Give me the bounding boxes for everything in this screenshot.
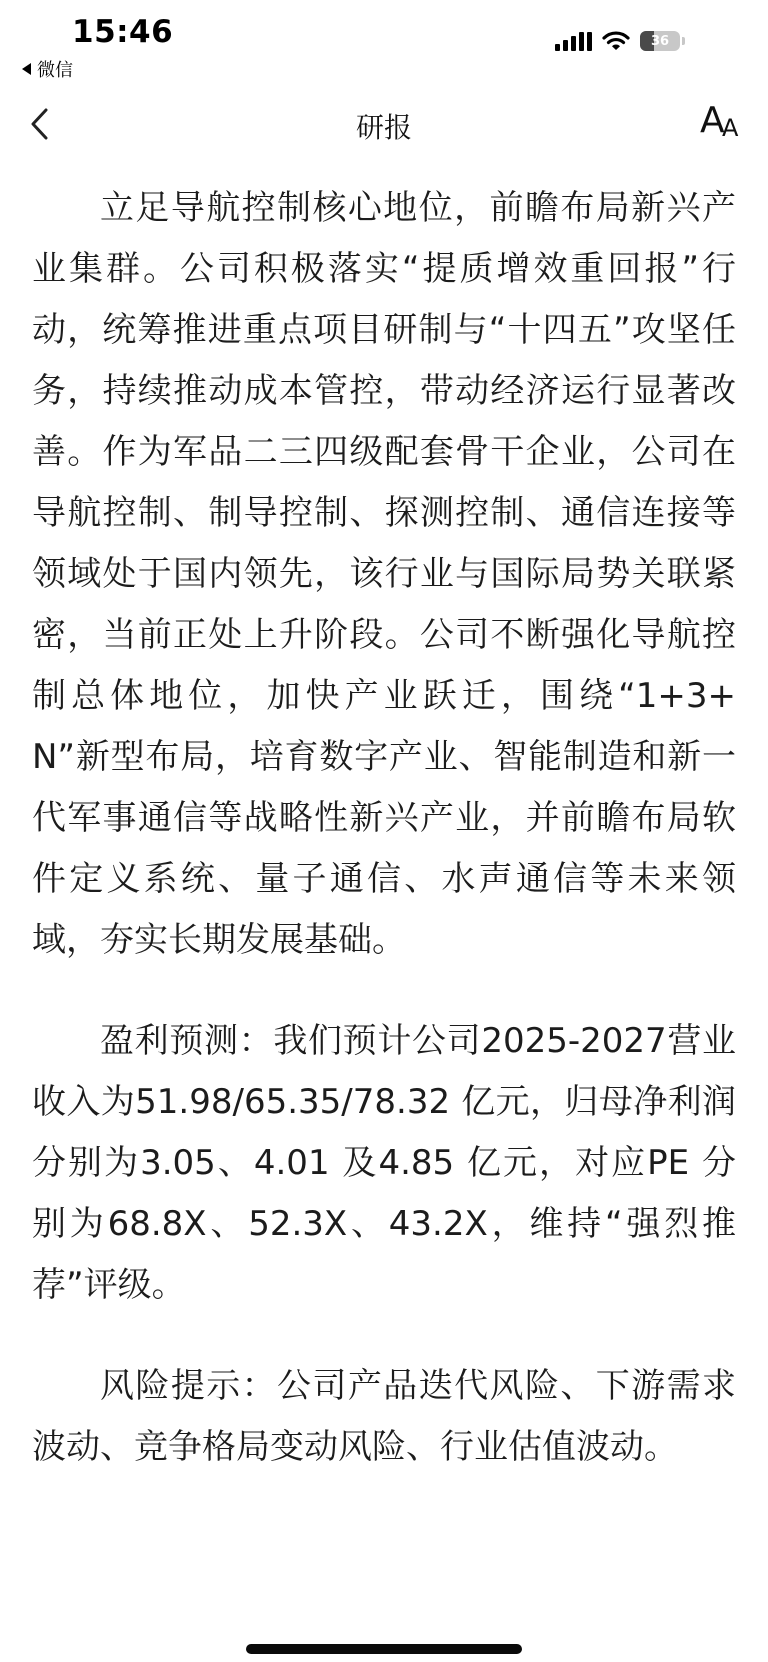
font-size-button[interactable] (700, 100, 746, 144)
navigation-bar (0, 92, 768, 156)
cellular-signal-icon (555, 31, 592, 51)
home-indicator[interactable] (246, 1644, 522, 1654)
paragraph-overview: 立足导航控制核心地位，前瞻布局新兴产业集群。公司积极落实“提质增效重回报”行动，统筹推进重点项目研制与“十四五”攻坚任务，持续推动成本管控，带动经济运行显著改善。作为军品二三四级配套骨干企业，公司在导航控制、制导控制、探测控制、通信连接等领域处于国内领先，该行业与国际局势关联紧密，当前正处上升阶段。公司不断强化导航控制总体地位，加快产业跃迁，围绕“1+3+N”新型布局，培育数字产业、智能制造和新一代军事通信等战略性新兴产业，并前瞻布局软件定义系统、量子通信、水声通信等未来领域，夯实长期发展基础。 (32, 188, 736, 960)
battery-icon (640, 31, 680, 51)
paragraph-risk: 风险提示：公司产品迭代风险、下游需求波动、竞争格局变动风险、行业估值波动。 (32, 1366, 736, 1467)
status-time: 15:46 (72, 14, 174, 50)
battery-level: 36 (650, 33, 670, 49)
status-indicators (555, 30, 680, 52)
back-triangle-icon (22, 63, 31, 75)
status-bar (0, 0, 768, 88)
wifi-icon (602, 30, 630, 52)
font-size-icon-small: A (722, 114, 739, 142)
font-size-icon-large: A (700, 100, 725, 141)
paragraph-forecast: 盈利预测：我们预计公司2025-2027营业收入为51.98/65.35/78.32 亿元，归母净利润分别为3.05、4.01 及4.85 亿元，对应PE 分别为68.8X、52.3X、43.2X，维持“强烈推荐”评级。 (32, 1021, 736, 1305)
back-to-app-link[interactable] (22, 56, 73, 82)
report-article (32, 178, 736, 1518)
back-app-label: 微信 (37, 60, 73, 81)
page-title: 研报 (355, 111, 412, 144)
